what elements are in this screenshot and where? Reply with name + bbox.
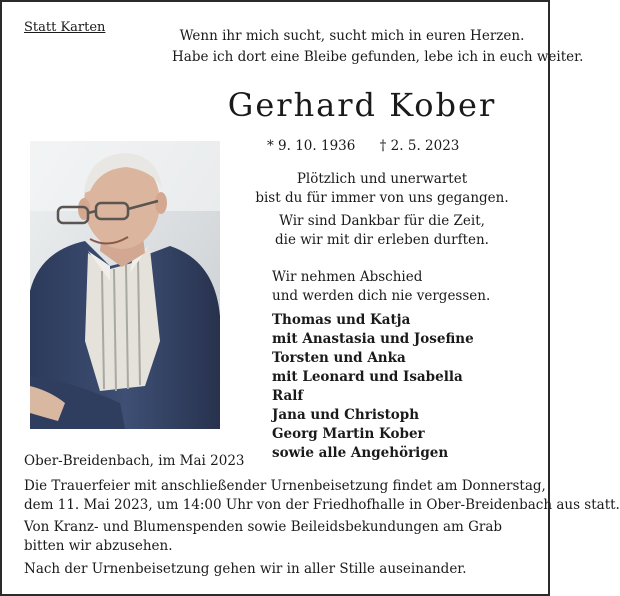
verse-line: bist du für immer von uns gegangen. <box>255 190 509 206</box>
family-member: Thomas und Katja <box>272 312 411 328</box>
place-date: Ober-Breidenbach, im Mai 2023 <box>24 453 245 469</box>
donation-line: bitten wir abzusehen. <box>24 538 173 554</box>
family-member: Torsten und Anka <box>272 350 406 366</box>
verse-line: Plötzlich und unerwartet <box>296 171 468 187</box>
birth-date: * 9. 10. 1936 <box>267 138 356 154</box>
verse-line: Wir nehmen Abschied <box>272 269 423 285</box>
donation-note <box>24 518 534 556</box>
closing-note: Nach der Urnenbeisetzung gehen wir in aller Stille auseinander. <box>24 561 467 577</box>
verse-line: und werden dich nie vergessen. <box>272 288 491 304</box>
verse-line: die wir mit dir erleben durften. <box>275 232 489 248</box>
funeral-line: Die Trauerfeier mit anschließender Urnenbeisetzung findet am Donnerstag, <box>24 478 546 494</box>
funeral-info <box>24 477 620 515</box>
donation-line: Von Kranz- und Blumenspenden sowie Beileidsbekundungen am Grab <box>24 519 503 535</box>
family-member: Georg Martin Kober <box>272 426 425 442</box>
verse-second <box>232 212 532 250</box>
death-date: † 2. 5. 2023 <box>379 138 460 154</box>
family-member: Ralf <box>272 388 304 404</box>
family-member: mit Anastasia und Josefine <box>272 331 474 347</box>
poem-line: Wenn ihr mich sucht, sucht mich in euren Herzen. <box>179 28 525 44</box>
family-member: sowie alle Angehörigen <box>272 445 449 461</box>
header-poem <box>172 26 584 68</box>
poem-line: Habe ich dort eine Bleibe gefunden, lebe ich in euch weiter. <box>172 49 584 65</box>
portrait-illustration <box>30 141 220 429</box>
funeral-line: dem 11. Mai 2023, um 14:00 Uhr von der Friedhofhalle in Ober-Breidenbach aus statt. <box>24 497 620 513</box>
life-dates <box>267 138 479 154</box>
statt-karten-label: Statt Karten <box>24 20 106 35</box>
family-list <box>272 311 474 463</box>
portrait-photo <box>30 141 220 429</box>
family-member: Jana und Christoph <box>272 407 420 423</box>
verse-line: Wir sind Dankbar für die Zeit, <box>279 213 485 229</box>
verse-third <box>272 268 490 306</box>
family-member: mit Leonard und Isabella <box>272 369 463 385</box>
verse-first <box>232 170 532 208</box>
deceased-name: Gerhard Kober <box>227 86 497 124</box>
